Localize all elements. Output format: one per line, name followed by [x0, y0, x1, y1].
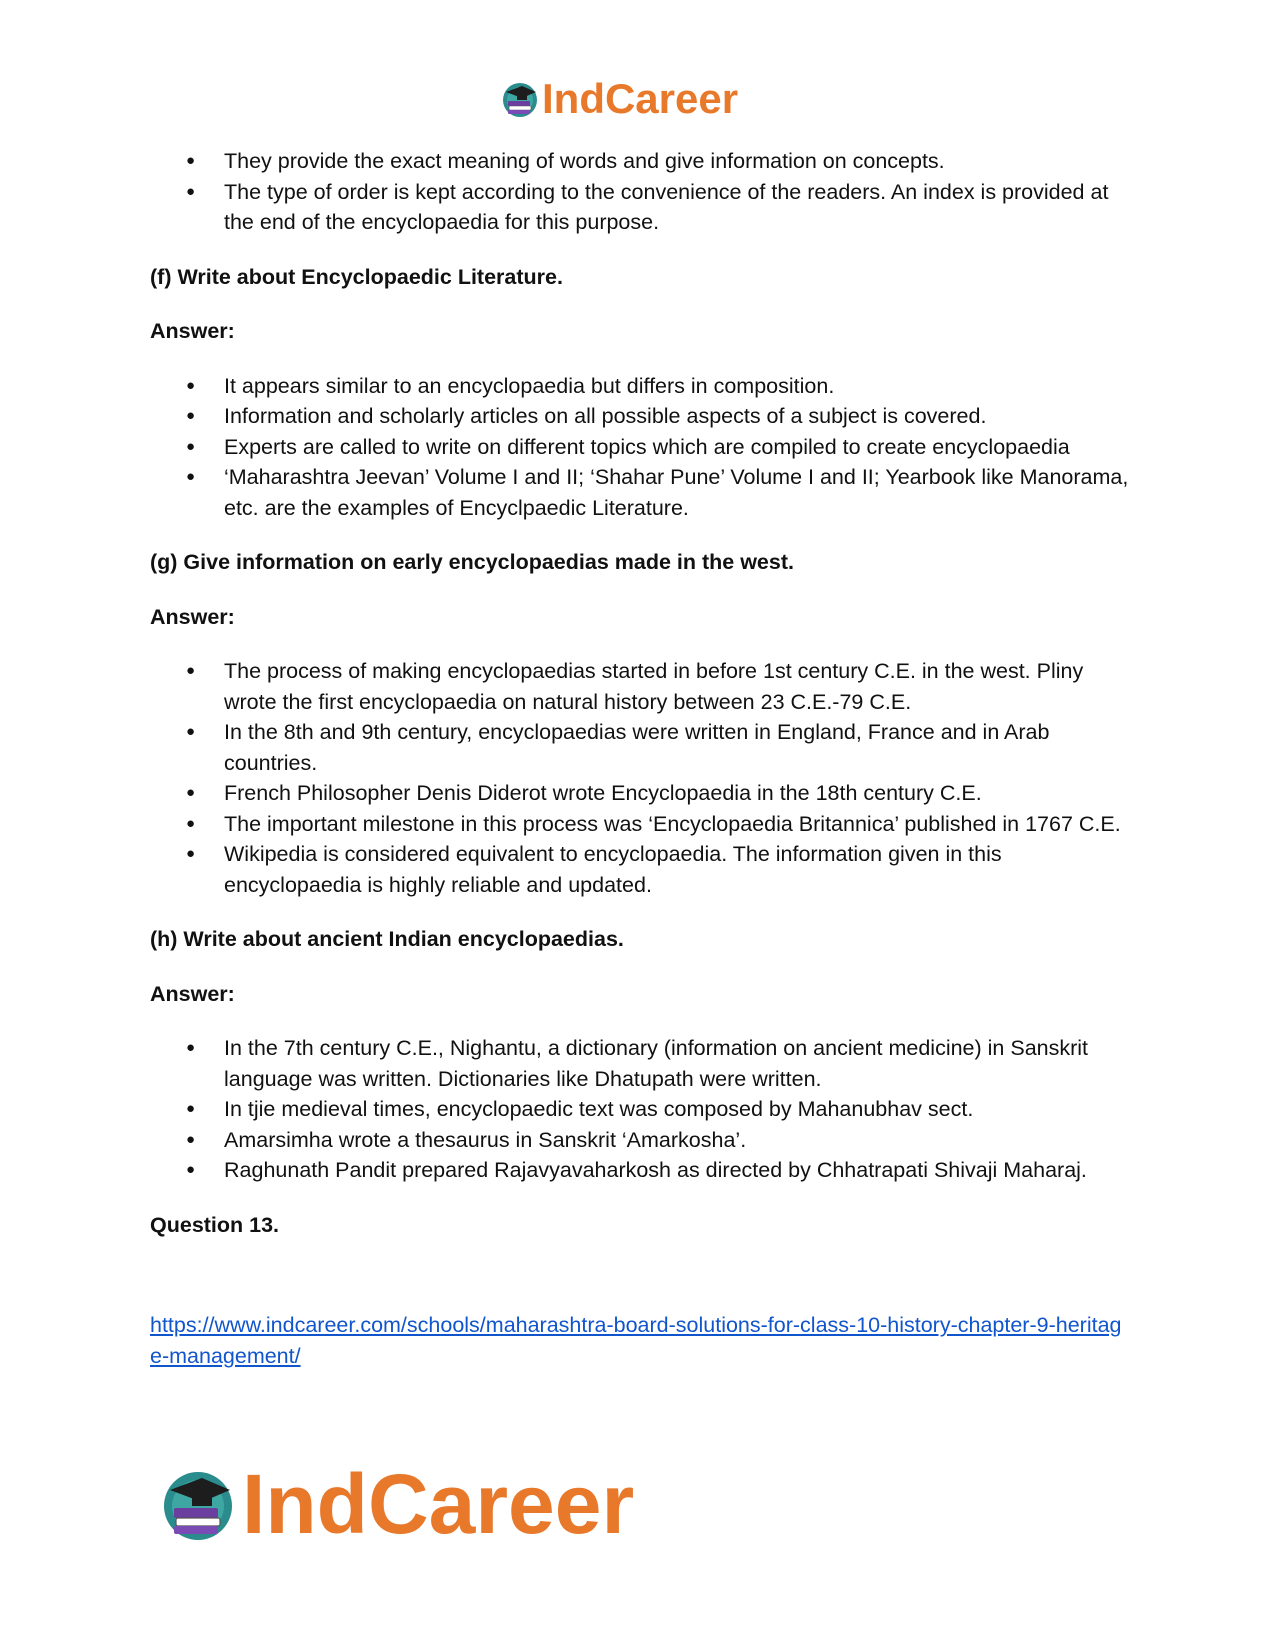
answer-list-h — [150, 1033, 1130, 1186]
list-item: ● The process of making encyclopaedias started in before 1st century C.E. in the west. Pliny wrote the first encyclopaedia on natural history between 23 C.E.-79 C.E. — [150, 656, 1130, 717]
logo-wordmark: IndCareer — [242, 1457, 635, 1551]
answer-label-g: Answer: — [150, 604, 235, 629]
next-question-heading: Question 13. — [150, 1212, 280, 1237]
list-item: ● In tjie medieval times, encyclopaedic text was composed by Mahanubhav sect. — [150, 1094, 1130, 1125]
intro-bullet-list — [150, 146, 1130, 238]
answer-label-f: Answer: — [150, 319, 235, 343]
list-item: ● Raghunath Pandit prepared Rajavyavaharkosh as directed by Chhatrapati Shivaji Maharaj. — [150, 1155, 1130, 1186]
answer-list-g — [150, 656, 1130, 900]
source-url-link[interactable]: https://www.indcareer.com/schools/maharashtra-board-solutions-for-class-10-history-chapter-9-heritage-management/ — [150, 1313, 1122, 1368]
answer-list-f — [150, 371, 1130, 524]
list-item: ● Wikipedia is considered equivalent to encyclopaedia. The information given in this encyclopaedia is highly reliable and updated. — [150, 839, 1130, 900]
list-item: ● Information and scholarly articles on all possible aspects of a subject is covered. — [150, 401, 1130, 432]
list-item: ● ‘Maharashtra Jeevan’ Volume I and II; ‘Shahar Pune’ Volume I and II; Yearbook like Manorama, etc. are the examples of Encyclpaedic Literature. — [150, 462, 1130, 523]
list-item: ● It appears similar to an encyclopaedia but differs in composition. — [150, 371, 1130, 402]
list-item: ● The important milestone in this process was ‘Encyclopaedia Britannica’ published in 1767 C.E. — [150, 809, 1130, 840]
list-item: ● In the 8th and 9th century, encyclopaedias were written in England, France and in Arab countries. — [150, 717, 1130, 778]
list-item: ● In the 7th century C.E., Nighantu, a dictionary (information on ancient medicine) in Sanskrit language was written. Dictionaries like Dhatupath were written. — [150, 1033, 1130, 1094]
question-heading-h: (h) Write about ancient Indian encyclopaedias. — [150, 927, 624, 951]
list-item: ● French Philosopher Denis Diderot wrote Encyclopaedia in the 18th century C.E. — [150, 778, 1130, 809]
list-item: ● They provide the exact meaning of words and give information on concepts. — [150, 146, 1130, 177]
list-item: ● Amarsimha wrote a thesaurus in Sanskrit ‘Amarkosha’. — [150, 1125, 1130, 1156]
answer-label-h: Answer: — [150, 981, 235, 1006]
graduation-cap-icon — [500, 79, 540, 119]
list-item: ● Experts are called to write on different topics which are compiled to create encyclopaedia — [150, 432, 1130, 463]
question-heading-f: (f) Write about Encyclopaedic Literature. — [150, 264, 563, 289]
document-body — [150, 146, 1130, 1371]
question-heading-g: (g) Give information on early encyclopaedias made in the west. — [150, 550, 794, 574]
header-logo — [500, 75, 739, 122]
graduation-cap-icon — [158, 1464, 238, 1544]
list-item: ● The type of order is kept according to the convenience of the readers. An index is provided at the end of the encyclopaedia for this purpose. — [150, 177, 1130, 238]
footer-logo — [158, 1457, 635, 1551]
logo-wordmark: IndCareer — [542, 75, 739, 122]
